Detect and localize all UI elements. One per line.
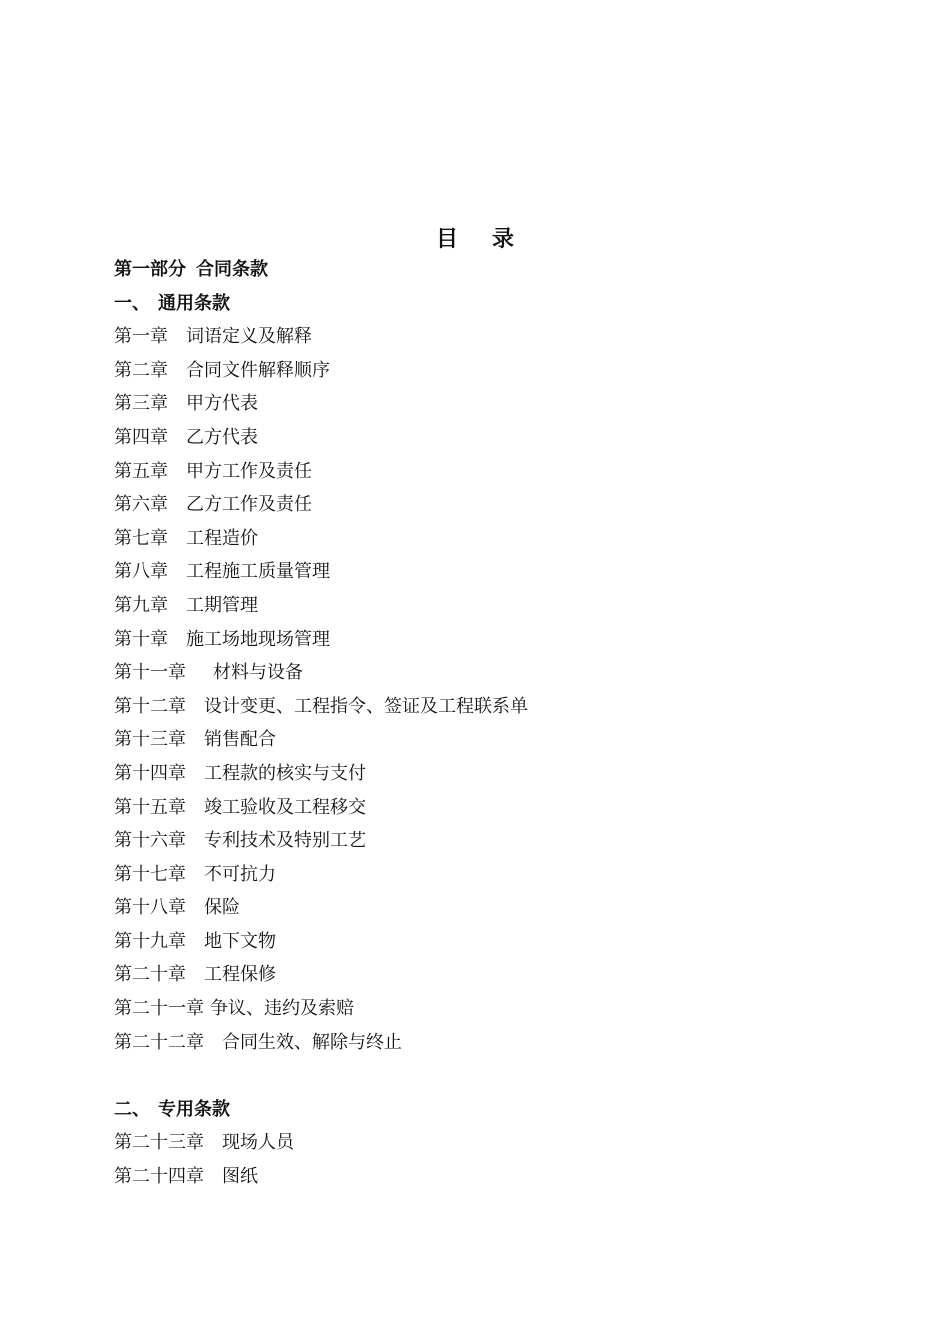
chapter-number: 第十五章	[114, 796, 186, 818]
chapter-number: 第二十一章	[114, 998, 204, 1020]
toc-entry[interactable]	[114, 387, 874, 421]
toc-entry[interactable]	[114, 354, 874, 388]
toc-entry[interactable]	[114, 1126, 874, 1160]
toc-entry[interactable]	[114, 690, 874, 724]
section-label: 二、	[114, 1098, 150, 1120]
toc-title-part1: 目	[435, 226, 458, 252]
chapter-number: 第二十二章	[114, 1031, 204, 1053]
chapter-title: 工程保修	[204, 964, 276, 986]
chapter-number: 第十六章	[114, 830, 186, 852]
toc-entry[interactable]	[114, 958, 874, 992]
toc-entry[interactable]	[114, 757, 874, 791]
chapter-number: 第十八章	[114, 897, 186, 919]
toc-entry[interactable]	[114, 891, 874, 925]
chapter-title: 争议、违约及索赔	[210, 998, 354, 1020]
toc-entry[interactable]	[114, 1026, 874, 1060]
chapter-number: 第二章	[114, 359, 168, 381]
chapter-title: 工程施工质量管理	[186, 561, 330, 583]
chapter-number: 第二十四章	[114, 1166, 204, 1188]
toc-entry[interactable]	[114, 656, 874, 690]
chapter-title: 工程造价	[186, 527, 258, 549]
chapter-title: 不可抗力	[204, 863, 276, 885]
chapter-title: 保险	[204, 897, 240, 919]
chapter-number: 第十二章	[114, 695, 186, 717]
chapter-number: 第十七章	[114, 863, 186, 885]
chapter-number: 第十三章	[114, 729, 186, 751]
spacer	[114, 1059, 874, 1093]
toc-entry[interactable]	[114, 824, 874, 858]
toc-entry[interactable]	[114, 858, 874, 892]
part-name: 合同条款	[196, 259, 268, 280]
chapter-title: 词语定义及解释	[186, 326, 312, 348]
toc-entry[interactable]	[114, 1160, 874, 1194]
chapter-title: 设计变更、工程指令、签证及工程联系单	[204, 695, 528, 717]
toc-entry[interactable]	[114, 421, 874, 455]
section-label: 一、	[114, 292, 150, 314]
chapter-title: 销售配合	[204, 729, 276, 751]
chapter-title: 现场人员	[222, 1132, 294, 1154]
chapter-number: 第三章	[114, 393, 168, 415]
chapter-number: 第七章	[114, 527, 168, 549]
section-name: 通用条款	[158, 292, 230, 314]
toc-entry[interactable]	[114, 488, 874, 522]
chapter-title: 施工场地现场管理	[186, 628, 330, 650]
chapter-title: 材料与设备	[213, 662, 303, 684]
toc-entry[interactable]	[114, 320, 874, 354]
chapter-title: 工期管理	[186, 594, 258, 616]
chapter-title: 图纸	[222, 1166, 258, 1188]
chapter-number: 第十章	[114, 628, 168, 650]
toc-entry[interactable]	[114, 791, 874, 825]
chapter-number: 第四章	[114, 426, 168, 448]
chapter-title: 专利技术及特别工艺	[204, 830, 366, 852]
chapter-title: 合同生效、解除与终止	[222, 1031, 402, 1053]
chapter-number: 第二十章	[114, 964, 186, 986]
toc-entry[interactable]	[114, 455, 874, 489]
toc-entry[interactable]	[114, 623, 874, 657]
chapter-title: 甲方工作及责任	[186, 460, 312, 482]
chapter-number: 第一章	[114, 326, 168, 348]
part-heading	[114, 253, 874, 287]
chapter-number: 第二十三章	[114, 1132, 204, 1154]
chapter-title: 甲方代表	[186, 393, 258, 415]
chapter-title: 地下文物	[204, 930, 276, 952]
toc-entry[interactable]	[114, 589, 874, 623]
chapter-title: 竣工验收及工程移交	[204, 796, 366, 818]
chapter-title: 工程款的核实与支付	[204, 762, 366, 784]
chapter-number: 第十一章	[114, 662, 186, 684]
section-name: 专用条款	[158, 1098, 230, 1120]
chapter-number: 第六章	[114, 494, 168, 516]
toc-entry[interactable]	[114, 522, 874, 556]
section-heading	[114, 287, 874, 321]
part-label: 第一部分	[114, 259, 186, 280]
toc-entry[interactable]	[114, 723, 874, 757]
toc-entry[interactable]	[114, 992, 874, 1026]
chapter-number: 第九章	[114, 594, 168, 616]
toc-entry[interactable]	[114, 555, 874, 589]
chapter-number: 第十九章	[114, 930, 186, 952]
chapter-title: 乙方代表	[186, 426, 258, 448]
section-heading	[114, 1093, 874, 1127]
toc-entry[interactable]	[114, 925, 874, 959]
chapter-number: 第十四章	[114, 762, 186, 784]
toc-title-part2: 录	[492, 226, 515, 252]
chapter-number: 第八章	[114, 561, 168, 583]
chapter-title: 合同文件解释顺序	[186, 359, 330, 381]
table-of-contents	[114, 253, 874, 1194]
chapter-number: 第五章	[114, 460, 168, 482]
toc-title	[0, 222, 950, 253]
chapter-title: 乙方工作及责任	[186, 494, 312, 516]
